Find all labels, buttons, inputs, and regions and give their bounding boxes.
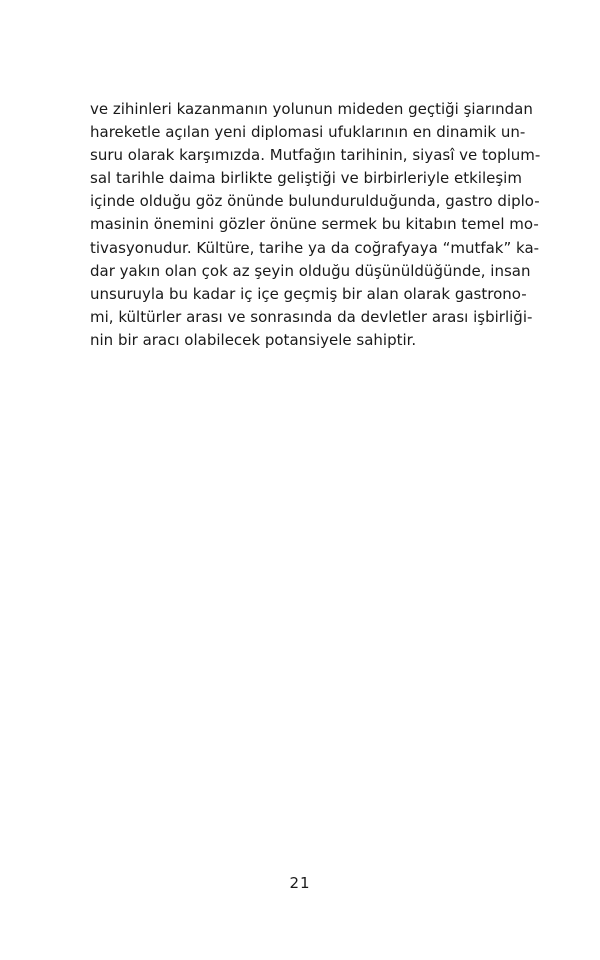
text-line: ve zihinleri kazanmanın yolunun mideden geçtiği şiarından <box>90 100 533 118</box>
text-line: sal tarihle daima birlikte geliştiği ve birbirleriyle etkileşim <box>90 169 522 188</box>
text-line: nin bir aracı olabilecek potansiyele sahiptir. <box>90 330 417 349</box>
text-line: tivasyonudur. Kültüre, tarihe ya da coğrafyaya “mutfak” ka- <box>90 238 540 257</box>
text-line: masinin önemini gözler önüne sermek bu kitabın temel mo- <box>90 215 539 234</box>
text-line: dar yakın olan çok az şeyin olduğu düşünüldüğünde, insan <box>90 261 531 280</box>
page-number: 21 <box>289 874 311 892</box>
text-line: hareketle açılan yeni diplomasi ufuklarının en dinamik un- <box>90 123 526 142</box>
body-paragraph <box>90 98 541 352</box>
text-line: içinde olduğu göz önünde bulundurulduğunda, gastro diplo- <box>90 192 540 211</box>
text-line: mi, kültürler arası ve sonrasında da devletler arası işbirliği- <box>90 307 533 326</box>
text-line: suru olarak karşımızda. Mutfağın tarihinin, siyasî ve toplum- <box>90 146 541 165</box>
text-line: unsuruyla bu kadar iç içe geçmiş bir alan olarak gastrono- <box>90 284 527 303</box>
